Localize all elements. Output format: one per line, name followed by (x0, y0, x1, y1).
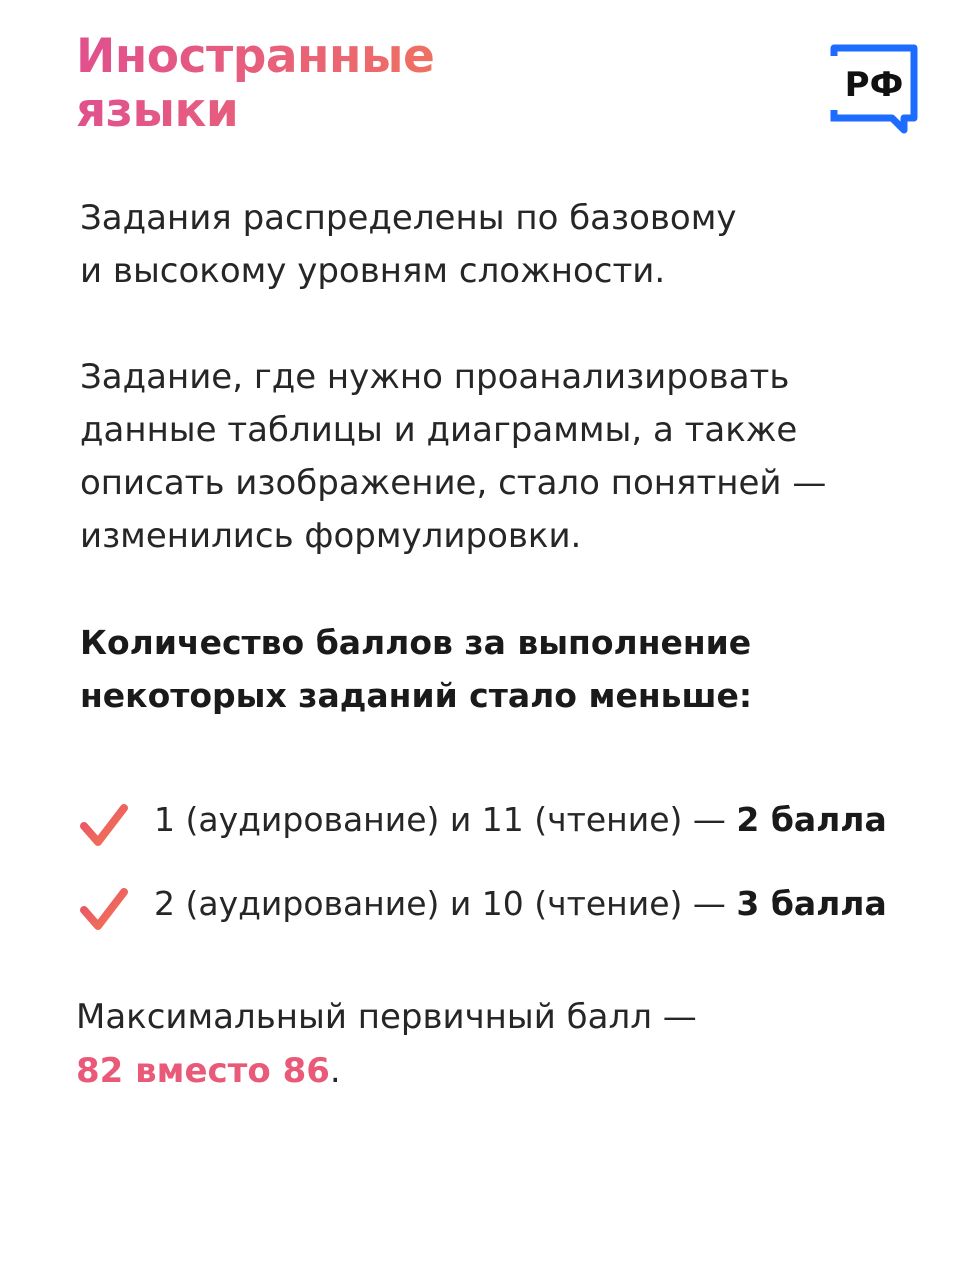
paragraph-line: изменились формулировки. (80, 516, 582, 556)
checklist-item-label: 2 (аудирование) и 10 (чтение) — (154, 884, 737, 923)
checkmark-icon (78, 802, 130, 850)
max-score-label: Максимальный первичный балл — (76, 997, 697, 1037)
checklist-item-points: 2 балла (736, 800, 887, 839)
logo (830, 44, 918, 136)
checklist-item (78, 792, 918, 852)
paragraph-line: данные таблицы и диаграммы, а также (80, 410, 798, 450)
paragraph-analysis-task (80, 351, 826, 563)
section-heading-line: Количество баллов за выполнение (80, 623, 752, 662)
max-score-statement (76, 990, 697, 1098)
paragraph-line: Задания распределены по базовому (80, 198, 737, 238)
checklist-item (78, 876, 918, 936)
logo-text: РФ (844, 65, 904, 105)
section-heading (80, 616, 752, 722)
checklist-item-points: 3 балла (736, 884, 887, 923)
page-title-line-2: языки (76, 83, 239, 138)
max-score-suffix: . (329, 1051, 341, 1091)
max-score-value: 82 вместо 86 (76, 1051, 330, 1091)
max-score-value-line (76, 1044, 697, 1098)
page-title (76, 30, 434, 138)
paragraph-line: Задание, где нужно проанализировать (80, 357, 790, 397)
paragraph-line: и высокому уровням сложности. (80, 251, 666, 291)
checklist-item-label: 1 (аудирование) и 11 (чтение) — (154, 800, 737, 839)
checkmark-icon (78, 886, 130, 934)
paragraph-line: описать изображение, стало понятней — (80, 463, 827, 503)
speech-bubble-logo-icon (830, 44, 918, 136)
page-title-line-1: Иностранные (76, 29, 435, 84)
paragraph-difficulty (80, 192, 737, 298)
checklist-item-text (154, 792, 887, 848)
checklist-item-text (154, 876, 887, 932)
section-heading-line: некоторых заданий стало меньше: (80, 676, 753, 715)
